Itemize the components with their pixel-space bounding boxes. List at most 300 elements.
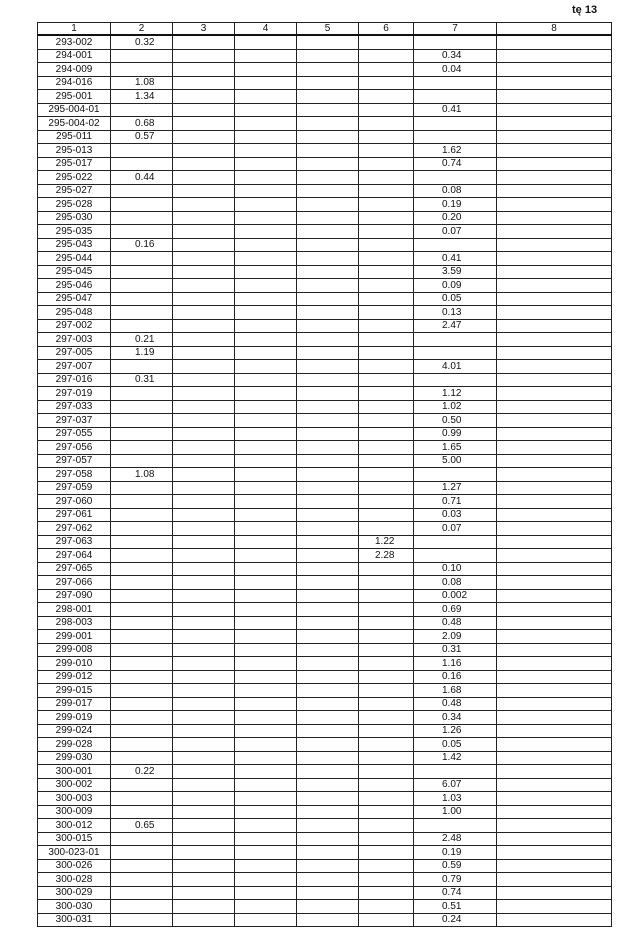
table-cell: 2.28 (359, 549, 414, 563)
table-cell (497, 657, 612, 671)
table-cell (359, 90, 414, 104)
table-cell (359, 846, 414, 860)
table-row (38, 373, 612, 387)
table-cell (497, 117, 612, 131)
table-row (38, 427, 612, 441)
table-cell (359, 765, 414, 779)
table-body (38, 35, 612, 927)
table-cell (111, 792, 173, 806)
table-cell (111, 49, 173, 63)
table-row (38, 76, 612, 90)
table-cell (235, 886, 297, 900)
table-cell (235, 711, 297, 725)
table-cell (497, 738, 612, 752)
table-cell (297, 333, 359, 347)
table-cell (173, 198, 235, 212)
table-cell (359, 576, 414, 590)
table-cell: 297-057 (38, 454, 111, 468)
table-cell (111, 589, 173, 603)
table-cell: 1.03 (414, 792, 497, 806)
table-cell (173, 873, 235, 887)
table-cell (497, 225, 612, 239)
table-cell (414, 117, 497, 131)
table-cell (297, 157, 359, 171)
table-cell (111, 319, 173, 333)
table-cell (497, 792, 612, 806)
table-cell: 0.22 (111, 765, 173, 779)
table-cell (359, 427, 414, 441)
table-row (38, 225, 612, 239)
table-cell (497, 535, 612, 549)
table-cell (497, 508, 612, 522)
table-cell (359, 103, 414, 117)
table-cell (111, 225, 173, 239)
table-cell (235, 306, 297, 320)
table-cell (111, 103, 173, 117)
table-cell (111, 886, 173, 900)
table-row (38, 49, 612, 63)
table-cell (235, 576, 297, 590)
table-cell (111, 441, 173, 455)
table-cell: 0.04 (414, 63, 497, 77)
table-cell: 300-029 (38, 886, 111, 900)
table-cell (173, 819, 235, 833)
table-cell (359, 684, 414, 698)
table-cell (297, 346, 359, 360)
table-cell (111, 778, 173, 792)
table-cell (173, 913, 235, 927)
table-cell (235, 157, 297, 171)
table-row (38, 63, 612, 77)
table-cell (359, 819, 414, 833)
table-cell: 299-019 (38, 711, 111, 725)
table-row (38, 265, 612, 279)
table-cell (235, 535, 297, 549)
table-cell (173, 535, 235, 549)
table-cell: 297-066 (38, 576, 111, 590)
table-row (38, 103, 612, 117)
table-cell: 0.08 (414, 184, 497, 198)
table-cell: 295-027 (38, 184, 111, 198)
table-cell (359, 360, 414, 374)
table-row (38, 90, 612, 104)
table-row (38, 252, 612, 266)
table-cell (497, 724, 612, 738)
table-cell (359, 589, 414, 603)
table-cell (173, 319, 235, 333)
table-cell (414, 549, 497, 563)
table-cell (235, 373, 297, 387)
table-cell: 6.07 (414, 778, 497, 792)
table-row (38, 117, 612, 131)
table-cell: 0.34 (414, 711, 497, 725)
table-cell (497, 859, 612, 873)
table-cell (359, 130, 414, 144)
table-cell (497, 387, 612, 401)
table-cell (297, 630, 359, 644)
table-cell: 300-009 (38, 805, 111, 819)
table-row (38, 643, 612, 657)
table-cell: 0.74 (414, 886, 497, 900)
table-cell: 0.32 (111, 35, 173, 49)
table-cell: 1.12 (414, 387, 497, 401)
table-cell (497, 576, 612, 590)
table-cell (359, 171, 414, 185)
table-cell: 300-026 (38, 859, 111, 873)
table-cell (235, 900, 297, 914)
table-row (38, 508, 612, 522)
table-cell (297, 76, 359, 90)
table-cell (173, 522, 235, 536)
table-cell (111, 805, 173, 819)
table-row (38, 873, 612, 887)
table-cell: 0.51 (414, 900, 497, 914)
table-row (38, 441, 612, 455)
table-row (38, 35, 612, 49)
table-cell (497, 49, 612, 63)
table-row (38, 157, 612, 171)
table-cell (359, 387, 414, 401)
table-cell (297, 63, 359, 77)
table-cell (235, 198, 297, 212)
table-cell: 297-065 (38, 562, 111, 576)
table-cell (297, 90, 359, 104)
table-cell: 1.62 (414, 144, 497, 158)
table-cell (235, 252, 297, 266)
table-cell (173, 481, 235, 495)
table-row (38, 819, 612, 833)
header-cell: 6 (359, 23, 414, 36)
table-cell (497, 292, 612, 306)
table-cell (235, 738, 297, 752)
table-cell (173, 76, 235, 90)
table-cell (111, 306, 173, 320)
table-cell (235, 76, 297, 90)
table-cell (359, 238, 414, 252)
table-cell (235, 643, 297, 657)
table-cell (173, 832, 235, 846)
table-row (38, 333, 612, 347)
table-cell (359, 400, 414, 414)
table-cell: 5.00 (414, 454, 497, 468)
table-cell (111, 832, 173, 846)
table-cell (497, 103, 612, 117)
table-cell (497, 441, 612, 455)
table-cell (359, 225, 414, 239)
table-cell: 295-011 (38, 130, 111, 144)
table-row (38, 886, 612, 900)
table-cell (297, 765, 359, 779)
table-row (38, 657, 612, 671)
table-cell (297, 859, 359, 873)
table-cell (359, 35, 414, 49)
table-cell (297, 400, 359, 414)
table-cell (359, 454, 414, 468)
table-cell (497, 643, 612, 657)
table-cell (235, 441, 297, 455)
table-cell (359, 630, 414, 644)
table-cell (111, 900, 173, 914)
table-row (38, 387, 612, 401)
table-cell (173, 900, 235, 914)
table-cell (235, 130, 297, 144)
table-row (38, 778, 612, 792)
table-row (38, 468, 612, 482)
table-cell (173, 859, 235, 873)
table-cell: 295-028 (38, 198, 111, 212)
table-cell: 297-037 (38, 414, 111, 428)
table-cell (359, 562, 414, 576)
table-cell: 1.00 (414, 805, 497, 819)
table-cell: 2.47 (414, 319, 497, 333)
table-cell: 295-022 (38, 171, 111, 185)
data-table (37, 22, 612, 927)
table-cell: 1.26 (414, 724, 497, 738)
table-cell (235, 468, 297, 482)
table-cell: 295-030 (38, 211, 111, 225)
table-cell (497, 306, 612, 320)
table-cell (173, 454, 235, 468)
table-cell (173, 103, 235, 117)
table-cell (111, 738, 173, 752)
table-cell (235, 522, 297, 536)
table-cell: 0.31 (414, 643, 497, 657)
table-cell (497, 373, 612, 387)
table-cell (235, 562, 297, 576)
table-cell (111, 711, 173, 725)
table-cell (235, 238, 297, 252)
table-cell: 0.65 (111, 819, 173, 833)
page-number: tę 13 (572, 4, 598, 16)
table-cell (497, 279, 612, 293)
table-cell (235, 144, 297, 158)
table-cell (297, 414, 359, 428)
table-cell (359, 481, 414, 495)
table-cell: 300-023-01 (38, 846, 111, 860)
table-cell (297, 117, 359, 131)
table-cell (111, 603, 173, 617)
table-cell (173, 508, 235, 522)
table-cell (173, 184, 235, 198)
table-cell: 0.57 (111, 130, 173, 144)
table-cell (173, 35, 235, 49)
table-cell (359, 306, 414, 320)
table-row (38, 535, 612, 549)
table-row (38, 859, 612, 873)
table-cell (297, 481, 359, 495)
table-cell (497, 198, 612, 212)
table-cell (414, 171, 497, 185)
table-cell (235, 427, 297, 441)
table-cell (414, 76, 497, 90)
table-cell (173, 846, 235, 860)
table-cell: 295-046 (38, 279, 111, 293)
table-cell (359, 319, 414, 333)
table-cell (297, 441, 359, 455)
table-cell (111, 549, 173, 563)
table-cell (173, 495, 235, 509)
table-cell (497, 805, 612, 819)
table-cell (497, 562, 612, 576)
table-cell (173, 886, 235, 900)
header-cell: 1 (38, 23, 111, 36)
table-cell (497, 144, 612, 158)
table-cell (173, 373, 235, 387)
table-row (38, 805, 612, 819)
table-cell (111, 454, 173, 468)
table-cell (297, 738, 359, 752)
table-cell (111, 400, 173, 414)
table-cell: 294-001 (38, 49, 111, 63)
table-cell (414, 468, 497, 482)
table-cell (497, 171, 612, 185)
table-cell (111, 495, 173, 509)
table-cell (173, 630, 235, 644)
table-cell (173, 387, 235, 401)
table-cell (497, 603, 612, 617)
table-cell: 295-047 (38, 292, 111, 306)
table-row (38, 576, 612, 590)
table-cell (173, 292, 235, 306)
table-cell (235, 859, 297, 873)
table-cell: 299-028 (38, 738, 111, 752)
table-cell (359, 252, 414, 266)
table-cell: 295-017 (38, 157, 111, 171)
table-cell (173, 130, 235, 144)
table-row (38, 198, 612, 212)
table-cell (497, 873, 612, 887)
table-cell (297, 819, 359, 833)
header-cell: 2 (111, 23, 173, 36)
table-cell (235, 670, 297, 684)
table-cell (297, 292, 359, 306)
table-row (38, 670, 612, 684)
table-cell: 1.68 (414, 684, 497, 698)
table-cell (235, 589, 297, 603)
table-cell (235, 684, 297, 698)
table-cell (111, 913, 173, 927)
table-cell (497, 832, 612, 846)
table-cell (111, 292, 173, 306)
table-cell (235, 495, 297, 509)
table-cell (111, 751, 173, 765)
table-cell (297, 495, 359, 509)
table-cell (173, 711, 235, 725)
table-cell (359, 738, 414, 752)
table-cell (497, 130, 612, 144)
table-cell (111, 184, 173, 198)
table-cell: 0.68 (111, 117, 173, 131)
table-cell (359, 495, 414, 509)
table-cell (297, 468, 359, 482)
table-cell (359, 63, 414, 77)
table-cell: 295-045 (38, 265, 111, 279)
table-cell (111, 63, 173, 77)
table-cell (235, 846, 297, 860)
table-cell: 1.22 (359, 535, 414, 549)
table-cell (359, 49, 414, 63)
table-cell: 297-061 (38, 508, 111, 522)
table-cell: 0.74 (414, 157, 497, 171)
table-cell (359, 265, 414, 279)
table-cell: 295-044 (38, 252, 111, 266)
table-cell (297, 130, 359, 144)
table-cell (359, 198, 414, 212)
table-cell (297, 886, 359, 900)
table-cell (497, 454, 612, 468)
table-cell (111, 427, 173, 441)
table-cell: 0.16 (414, 670, 497, 684)
table-cell (497, 414, 612, 428)
table-cell (359, 859, 414, 873)
header-cell: 3 (173, 23, 235, 36)
table-cell: 0.48 (414, 697, 497, 711)
table-cell (297, 846, 359, 860)
table-cell: 297-055 (38, 427, 111, 441)
table-cell (297, 319, 359, 333)
table-cell (235, 346, 297, 360)
table-cell (297, 900, 359, 914)
table-cell: 297-007 (38, 360, 111, 374)
table-cell (497, 495, 612, 509)
table-cell (111, 576, 173, 590)
table-cell: 299-024 (38, 724, 111, 738)
table-cell (173, 306, 235, 320)
table-cell: 295-004-02 (38, 117, 111, 131)
table-cell (497, 670, 612, 684)
table-cell (414, 819, 497, 833)
table-cell (497, 468, 612, 482)
table-cell: 297-058 (38, 468, 111, 482)
table-cell: 0.34 (414, 49, 497, 63)
table-cell: 0.07 (414, 225, 497, 239)
table-cell (173, 765, 235, 779)
table-cell (173, 441, 235, 455)
table-cell (111, 562, 173, 576)
table-cell (297, 35, 359, 49)
table-cell: 300-001 (38, 765, 111, 779)
table-cell (235, 103, 297, 117)
table-cell: 298-003 (38, 616, 111, 630)
table-cell: 2.48 (414, 832, 497, 846)
table-cell (173, 670, 235, 684)
table-row (38, 211, 612, 225)
table-cell (235, 49, 297, 63)
table-cell (359, 603, 414, 617)
table-cell (359, 670, 414, 684)
table-cell (497, 751, 612, 765)
table-cell: 300-030 (38, 900, 111, 914)
table-row (38, 751, 612, 765)
table-row (38, 549, 612, 563)
table-cell (297, 576, 359, 590)
table-cell (173, 346, 235, 360)
table-cell (173, 252, 235, 266)
table-cell (497, 589, 612, 603)
table-cell (497, 549, 612, 563)
table-cell: 0.71 (414, 495, 497, 509)
table-cell (111, 481, 173, 495)
table-cell: 295-013 (38, 144, 111, 158)
table-cell (111, 535, 173, 549)
table-cell (414, 35, 497, 49)
table-cell (359, 616, 414, 630)
table-cell: 297-062 (38, 522, 111, 536)
table-cell: 300-002 (38, 778, 111, 792)
table-cell: 0.20 (414, 211, 497, 225)
table-cell (497, 846, 612, 860)
table-cell (497, 778, 612, 792)
